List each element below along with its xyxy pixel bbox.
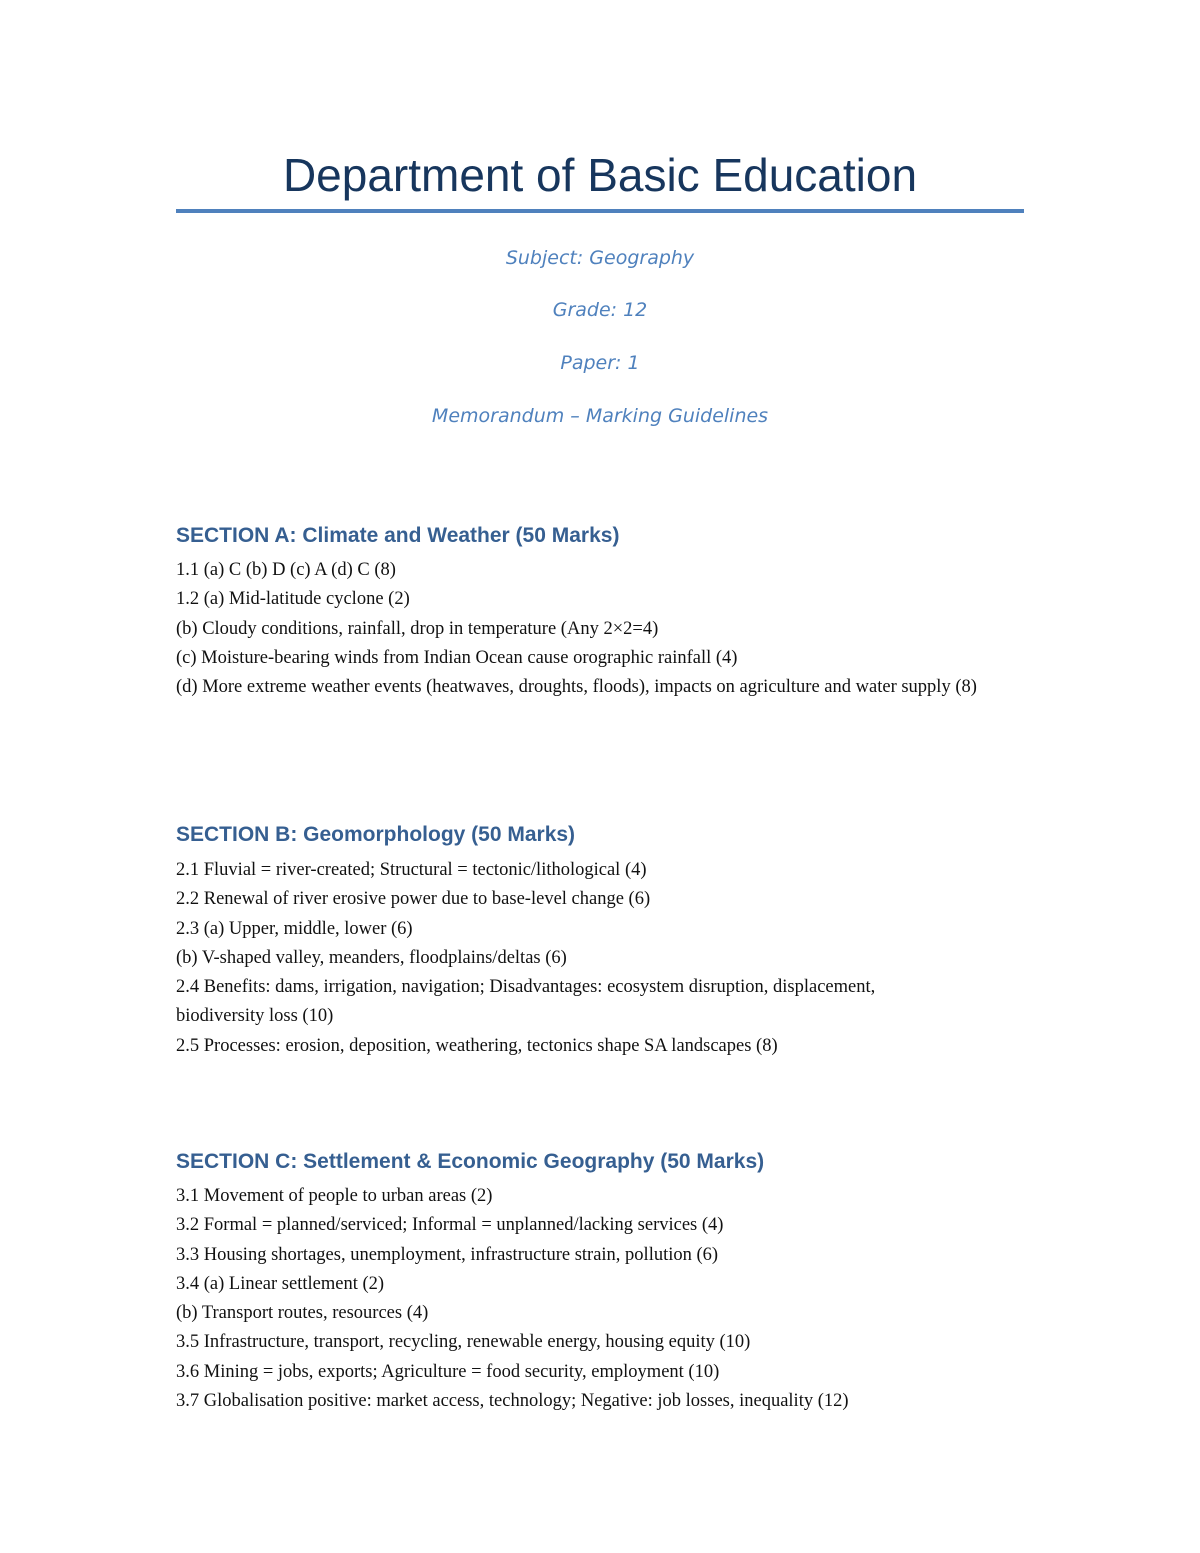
answer-line: (b) V-shaped valley, meanders, floodplains/deltas (6): [176, 947, 567, 968]
answer-line: 3.7 Globalisation positive: market access, technology; Negative: job losses, inequality (12): [176, 1391, 849, 1412]
answer-line: 3.2 Formal = planned/serviced; Informal = unplanned/lacking services (4): [176, 1215, 724, 1236]
answer-line: 3.4 (a) Linear settlement (2): [176, 1273, 385, 1294]
answer-line: 3.1 Movement of people to urban areas (2): [176, 1186, 493, 1206]
document-title: Department of Basic Education: [282, 149, 918, 201]
section-a-heading: SECTION A: Climate and Weather (50 Marks): [176, 524, 620, 547]
answer-line: 2.1 Fluvial = river-created; Structural = tectonic/lithological (4): [176, 860, 647, 880]
grade-line: Grade: 12: [552, 299, 648, 321]
section-c-body: [176, 1182, 1036, 1416]
section-b-heading: SECTION B: Geomorphology (50 Marks): [176, 823, 576, 846]
paper-line: Paper: 1: [560, 352, 640, 374]
answer-line: (d) More extreme weather events (heatwaves, droughts, floods), impacts on agriculture and water supply (8): [176, 677, 977, 698]
answer-line: 3.3 Housing shortages, unemployment, infrastructure strain, pollution (6): [176, 1244, 719, 1265]
title-underline: [176, 209, 1024, 213]
answer-line: 2.5 Processes: erosion, deposition, weathering, tectonics shape SA landscapes (8): [176, 1035, 778, 1056]
memorandum-line: Memorandum – Marking Guidelines: [431, 405, 769, 427]
answer-line: 1.2 (a) Mid-latitude cyclone (2): [176, 589, 410, 610]
answer-line: (b) Transport routes, resources (4): [176, 1303, 429, 1324]
answer-line: 2.4 Benefits: dams, irrigation, navigation; Disadvantages: ecosystem disruption, displacement, biodiversity loss (10): [176, 977, 876, 1027]
section-c-heading: SECTION C: Settlement & Economic Geography (50 Marks): [176, 1150, 765, 1173]
answer-line: 3.5 Infrastructure, transport, recycling, renewable energy, housing equity (10): [176, 1332, 751, 1353]
answer-line: 2.2 Renewal of river erosive power due to base-level change (6): [176, 889, 651, 910]
answer-line: (b) Cloudy conditions, rainfall, drop in temperature (Any 2×2=4): [176, 618, 659, 639]
section-a-body: [176, 556, 1036, 702]
answer-line: 1.1 (a) C (b) D (c) A (d) C (8): [176, 560, 396, 580]
subject-line: Subject: Geography: [505, 247, 695, 269]
section-b-body: [176, 856, 1036, 1061]
answer-line: 2.3 (a) Upper, middle, lower (6): [176, 918, 413, 939]
answer-line: 3.6 Mining = jobs, exports; Agriculture = food security, employment (10): [176, 1361, 720, 1382]
answer-line: (c) Moisture-bearing winds from Indian Ocean cause orographic rainfall (4): [176, 647, 738, 668]
